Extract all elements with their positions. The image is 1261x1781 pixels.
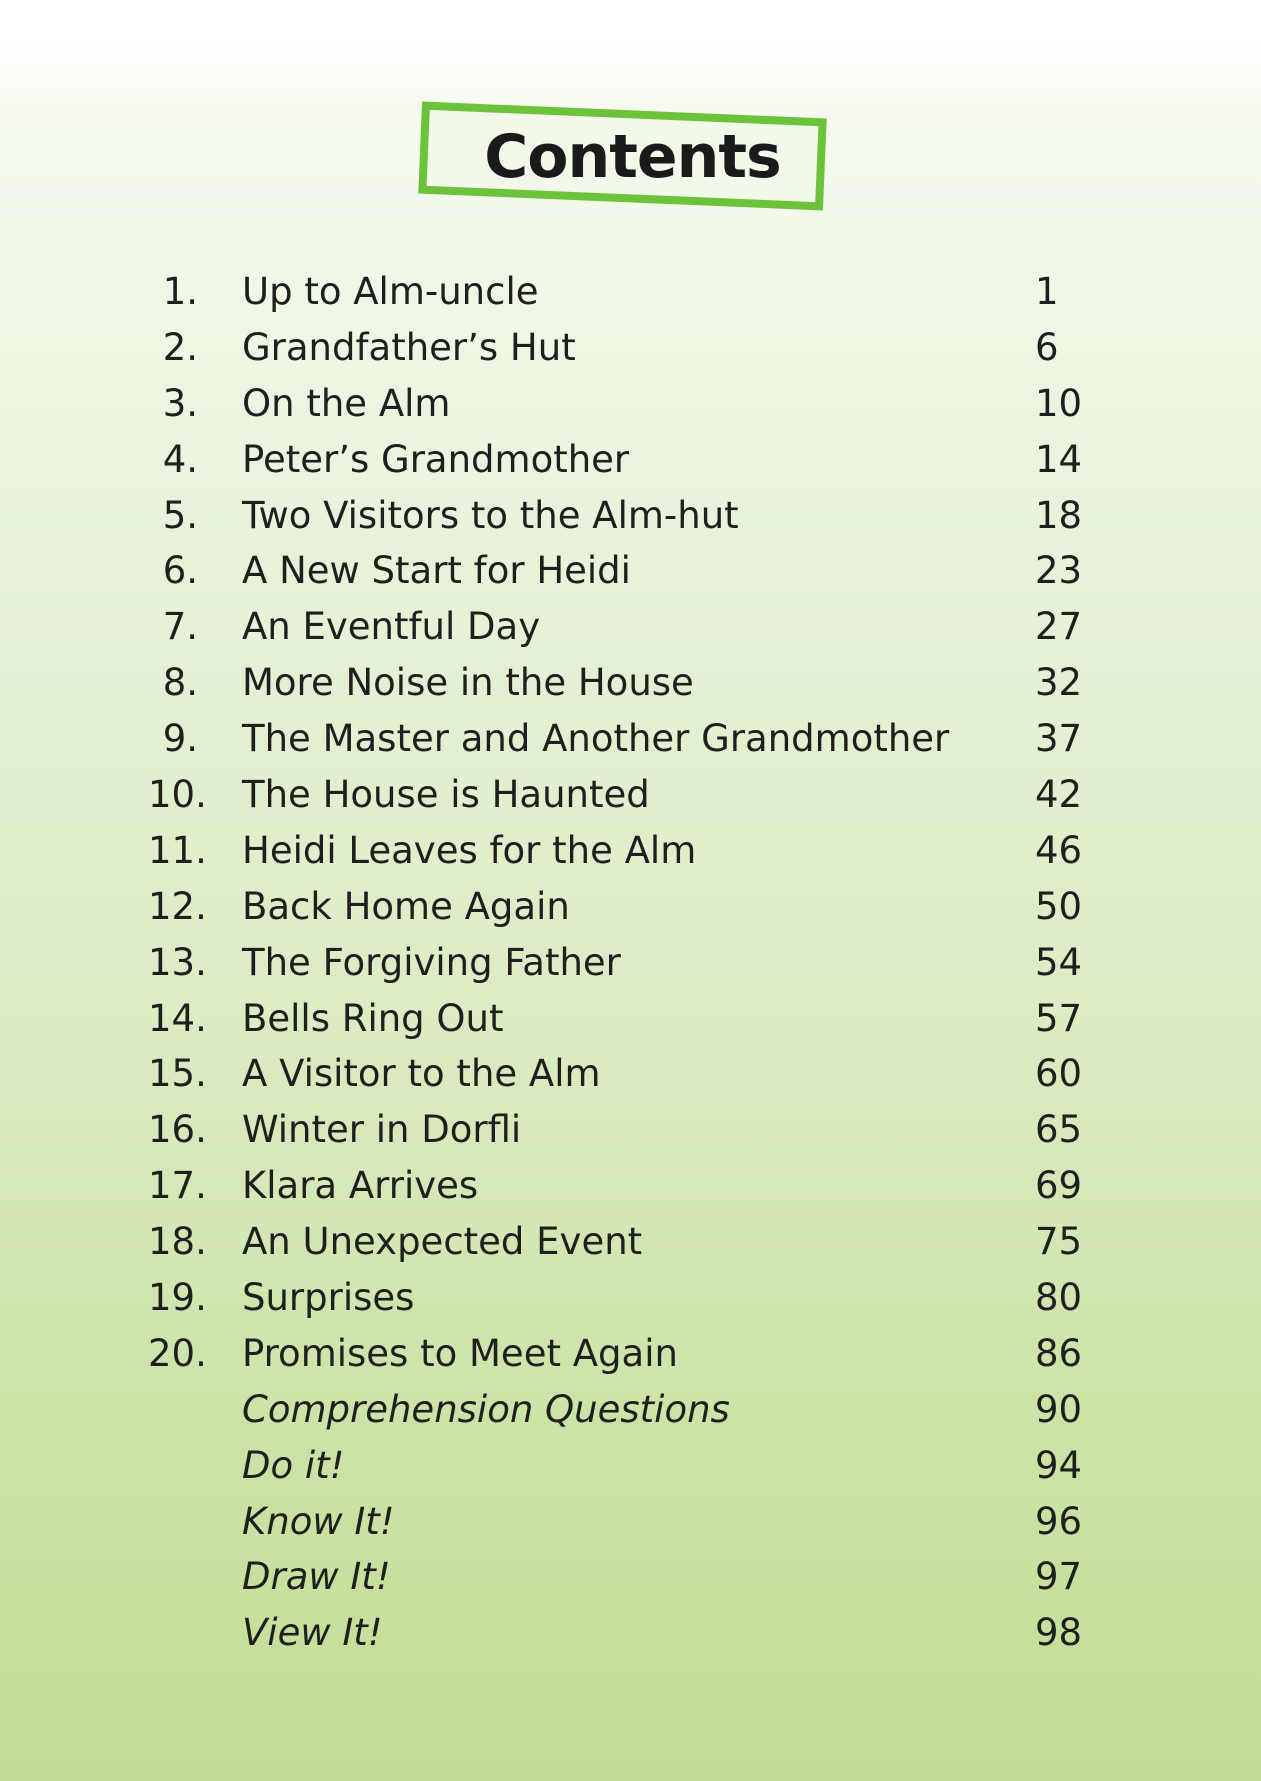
page-number: 65 bbox=[1035, 1108, 1083, 1152]
chapter-number: 11. bbox=[148, 828, 207, 872]
chapter-number: 19. bbox=[148, 1276, 207, 1320]
chapter-title: Two Visitors to the Alm-hut bbox=[242, 493, 739, 537]
chapter-title: Klara Arrives bbox=[242, 1164, 479, 1208]
toc-row-chapter-15[interactable] bbox=[0, 1046, 1261, 1102]
table-of-contents bbox=[0, 264, 1261, 1661]
chapter-number: 17. bbox=[148, 1164, 207, 1208]
page-number: 1 bbox=[1035, 270, 1059, 313]
chapter-number: 18. bbox=[148, 1220, 207, 1264]
toc-row-comprehension-questions[interactable] bbox=[0, 1382, 1261, 1438]
toc-row-chapter-3[interactable] bbox=[0, 376, 1261, 432]
page-number: 80 bbox=[1035, 1276, 1083, 1320]
chapter-title: Bells Ring Out bbox=[242, 996, 504, 1040]
section-title: Do it! bbox=[242, 1443, 345, 1487]
chapter-number: 2. bbox=[162, 325, 198, 369]
toc-row-chapter-9[interactable] bbox=[0, 711, 1261, 767]
chapter-number: 13. bbox=[148, 940, 207, 984]
chapter-number: 16. bbox=[148, 1108, 207, 1152]
toc-row-chapter-12[interactable] bbox=[0, 879, 1261, 935]
section-title: Comprehension Questions bbox=[242, 1387, 730, 1431]
page-number: 23 bbox=[1035, 549, 1083, 593]
chapter-number: 1. bbox=[162, 270, 198, 313]
toc-row-do-it[interactable] bbox=[0, 1438, 1261, 1494]
page-title: Contents bbox=[484, 122, 781, 192]
page-number: 27 bbox=[1035, 605, 1083, 649]
page-number: 86 bbox=[1035, 1331, 1083, 1375]
toc-row-chapter-4[interactable] bbox=[0, 432, 1261, 488]
chapter-title: Back Home Again bbox=[242, 884, 570, 928]
section-title: Know It! bbox=[242, 1499, 395, 1543]
page-number: 18 bbox=[1035, 493, 1083, 537]
page-number: 90 bbox=[1035, 1387, 1083, 1431]
section-title: Draw It! bbox=[242, 1555, 391, 1599]
toc-row-chapter-6[interactable] bbox=[0, 543, 1261, 599]
chapter-title: An Eventful Day bbox=[242, 605, 541, 649]
page-number: 54 bbox=[1035, 940, 1083, 984]
chapter-number: 14. bbox=[148, 996, 207, 1040]
chapter-title: Heidi Leaves for the Alm bbox=[242, 828, 697, 872]
toc-row-chapter-20[interactable] bbox=[0, 1326, 1261, 1382]
toc-row-chapter-13[interactable] bbox=[0, 935, 1261, 991]
section-title: View It! bbox=[242, 1611, 383, 1655]
chapter-title: An Unexpected Event bbox=[242, 1220, 643, 1264]
chapter-title: The Master and Another Grandmother bbox=[242, 717, 950, 761]
toc-row-chapter-18[interactable] bbox=[0, 1214, 1261, 1270]
page-number: 75 bbox=[1035, 1220, 1083, 1264]
chapter-number: 20. bbox=[148, 1331, 207, 1375]
toc-row-chapter-19[interactable] bbox=[0, 1270, 1261, 1326]
page-number: 46 bbox=[1035, 828, 1083, 872]
chapter-number: 6. bbox=[162, 549, 198, 593]
page-number: 69 bbox=[1035, 1164, 1083, 1208]
toc-row-know-it[interactable] bbox=[0, 1494, 1261, 1550]
chapter-number: 15. bbox=[148, 1052, 207, 1096]
page-number: 6 bbox=[1035, 325, 1059, 369]
toc-row-chapter-10[interactable] bbox=[0, 767, 1261, 823]
toc-row-chapter-17[interactable] bbox=[0, 1158, 1261, 1214]
page-number: 50 bbox=[1035, 884, 1083, 928]
chapter-title: More Noise in the House bbox=[242, 661, 694, 705]
toc-row-view-it[interactable] bbox=[0, 1605, 1261, 1661]
chapter-title: Grandfather’s Hut bbox=[242, 325, 576, 369]
toc-row-chapter-14[interactable] bbox=[0, 991, 1261, 1047]
toc-row-chapter-8[interactable] bbox=[0, 655, 1261, 711]
page-number: 96 bbox=[1035, 1499, 1083, 1543]
chapter-title: Peter’s Grandmother bbox=[242, 437, 630, 481]
chapter-title: Up to Alm-uncle bbox=[242, 270, 539, 313]
chapter-title: The House is Haunted bbox=[242, 773, 650, 817]
page-number: 60 bbox=[1035, 1052, 1083, 1096]
toc-row-chapter-16[interactable] bbox=[0, 1102, 1261, 1158]
toc-row-chapter-5[interactable] bbox=[0, 488, 1261, 544]
chapter-number: 9. bbox=[162, 717, 198, 761]
page-number: 14 bbox=[1035, 437, 1083, 481]
chapter-number: 5. bbox=[162, 493, 198, 537]
toc-row-chapter-11[interactable] bbox=[0, 823, 1261, 879]
chapter-number: 12. bbox=[148, 884, 207, 928]
page-number: 32 bbox=[1035, 661, 1083, 705]
chapter-title: On the Alm bbox=[242, 381, 451, 425]
toc-row-chapter-1[interactable] bbox=[0, 264, 1261, 320]
chapter-number: 3. bbox=[162, 381, 198, 425]
page-number: 97 bbox=[1035, 1555, 1083, 1599]
toc-row-chapter-7[interactable] bbox=[0, 599, 1261, 655]
toc-row-draw-it[interactable] bbox=[0, 1549, 1261, 1605]
chapter-title: A Visitor to the Alm bbox=[242, 1052, 601, 1096]
chapter-number: 7. bbox=[162, 605, 198, 649]
chapter-number: 10. bbox=[148, 773, 207, 817]
chapter-title: Winter in Dorfli bbox=[242, 1108, 522, 1152]
chapter-title: Surprises bbox=[242, 1276, 415, 1320]
page-number: 10 bbox=[1035, 381, 1083, 425]
page-number: 94 bbox=[1035, 1443, 1083, 1487]
chapter-number: 8. bbox=[162, 661, 198, 705]
toc-row-chapter-2[interactable] bbox=[0, 320, 1261, 376]
chapter-title: The Forgiving Father bbox=[242, 940, 621, 984]
page-number: 98 bbox=[1035, 1611, 1083, 1655]
contents-heading-box bbox=[420, 110, 840, 220]
page-number: 37 bbox=[1035, 717, 1083, 761]
chapter-title: A New Start for Heidi bbox=[242, 549, 631, 593]
page-number: 57 bbox=[1035, 996, 1083, 1040]
chapter-title: Promises to Meet Again bbox=[242, 1331, 678, 1375]
chapter-number: 4. bbox=[162, 437, 198, 481]
page-number: 42 bbox=[1035, 773, 1083, 817]
